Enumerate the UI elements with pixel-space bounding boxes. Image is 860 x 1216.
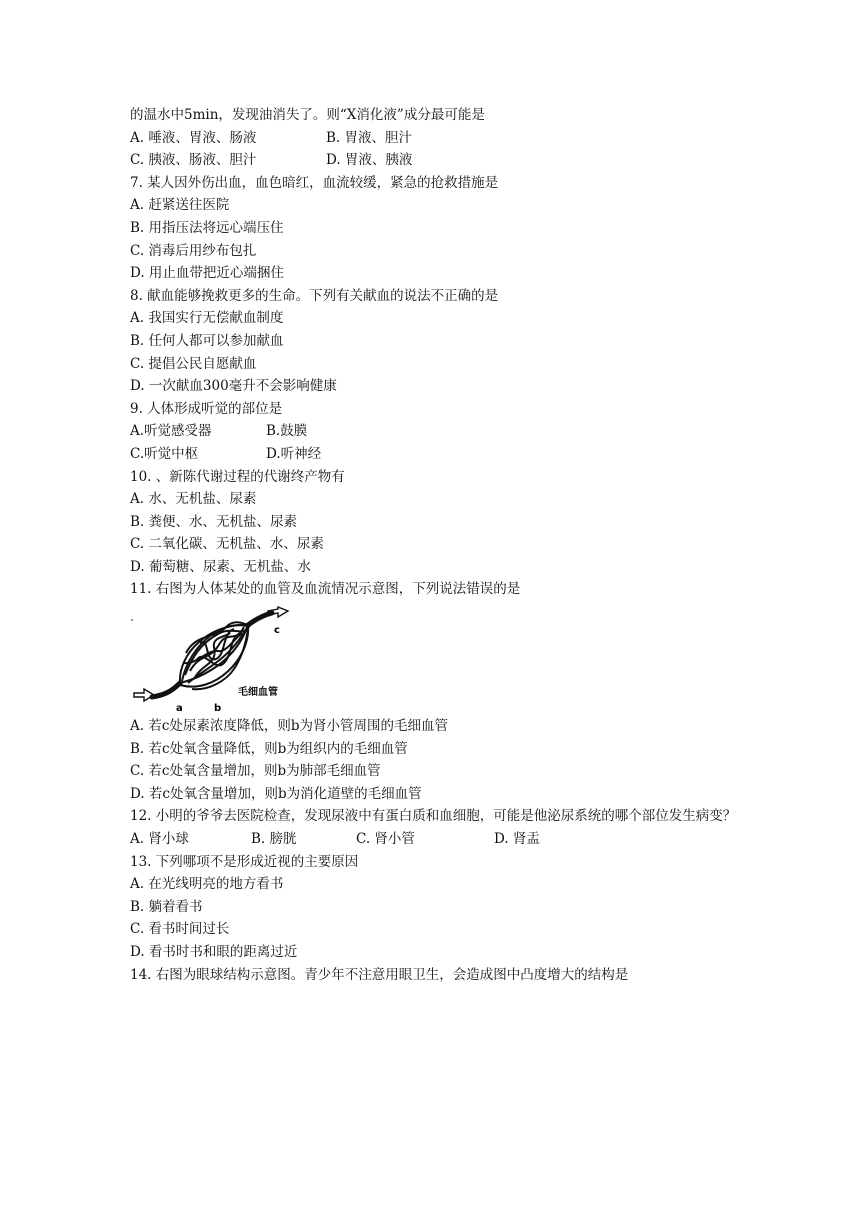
q11-option-d: D. 若c处氧含量增加，则b为消化道壁的毛细血管 bbox=[130, 785, 422, 802]
q11-option-a: A. 若c处尿素浓度降低，则b为肾小管周围的毛细血管 bbox=[130, 718, 449, 735]
q10-option-d: D. 葡萄糖、尿素、无机盐、水 bbox=[130, 558, 311, 575]
figure-caption: 毛细血管 bbox=[238, 687, 278, 699]
q10-stem: 10. 、新陈代谢过程的代谢终产物有 bbox=[130, 468, 345, 485]
label-b: b bbox=[214, 703, 222, 715]
q13-stem: 13. 下列哪项不是形成近视的主要原因 bbox=[130, 853, 359, 870]
q12-stem: 12. 小明的爷爷去医院检查，发现尿液中有蛋白质和血细胞，可能是他泌尿系统的哪个部位发生病变？ bbox=[130, 808, 737, 825]
q10-option-b: B. 粪便、水、无机盐、尿素 bbox=[130, 513, 298, 530]
q11-option-b: B. 若c处氧含量降低，则b为组织内的毛细血管 bbox=[130, 740, 408, 757]
q11-option-c: C. 若c处氧含量增加，则b为肺部毛细血管 bbox=[130, 763, 381, 780]
q9-options-row2 bbox=[130, 443, 750, 466]
q7-option-d: D. 用止血带把近心端捆住 bbox=[130, 265, 284, 282]
q13-option-a: A. 在光线明亮的地方看书 bbox=[130, 876, 284, 893]
q9-stem: 9. 人体形成听觉的部位是 bbox=[130, 400, 283, 417]
q8-stem: 8. 献血能够挽救更多的生命。下列有关献血的说法不正确的是 bbox=[130, 287, 499, 304]
q9-option-c: C.听觉中枢 bbox=[130, 445, 199, 462]
q10-option-a: A. 水、无机盐、尿素 bbox=[130, 491, 257, 508]
q10-option-c: C. 二氧化碳、无机盐、水、尿素 bbox=[130, 536, 324, 553]
label-c: c bbox=[274, 625, 280, 637]
q8-option-a: A. 我国实行无偿献血制度 bbox=[130, 310, 284, 327]
q12-option-d: D. 肾盂 bbox=[494, 831, 540, 848]
intro-line: 的温水中5min，发现油消失了。则“X消化液”成分最可能是 bbox=[130, 107, 485, 123]
document-page bbox=[130, 104, 750, 986]
q11-stem: 11. 右图为人体某处的血管及血流情况示意图，下列说法错误的是 bbox=[130, 581, 521, 598]
q6-option-b: B. 胃液、胆汁 bbox=[326, 129, 413, 146]
q12-option-b: B. 膀胱 bbox=[251, 831, 297, 848]
q9-option-d: D.听神经 bbox=[266, 445, 322, 462]
q7-option-a: A. 赶紧送往医院 bbox=[130, 197, 230, 214]
q13-option-c: C. 看书时间过长 bbox=[130, 921, 230, 938]
q6-option-a: A. 唾液、胃液、肠液 bbox=[130, 129, 257, 146]
q12-option-c: C. 肾小管 bbox=[356, 831, 415, 848]
q12-options-row bbox=[130, 828, 750, 851]
capillary-figure bbox=[130, 603, 750, 715]
q7-stem: 7. 某人因外伤出血，血色暗红，血流较缓，紧急的抢救措施是 bbox=[130, 174, 499, 191]
label-a: a bbox=[176, 703, 183, 715]
q14-stem: 14. 右图为眼球结构示意图。青少年不注意用眼卫生，会造成图中凸度增大的结构是 bbox=[130, 966, 629, 983]
q6-option-c: C. 胰液、肠液、胆汁 bbox=[130, 152, 257, 169]
q8-option-c: C. 提倡公民自愿献血 bbox=[130, 355, 257, 372]
q8-option-b: B. 任何人都可以参加献血 bbox=[130, 332, 284, 349]
q12-option-a: A. 肾小球 bbox=[130, 831, 189, 848]
q9-options-row1 bbox=[130, 420, 750, 443]
q9-option-b: B.鼓膜 bbox=[266, 423, 308, 440]
capillary-network bbox=[180, 622, 250, 689]
q8-option-d: D. 一次献血300毫升不会影响健康 bbox=[130, 378, 337, 395]
q13-option-d: D. 看书时书和眼的距离过近 bbox=[130, 944, 298, 960]
capillary-diagram bbox=[130, 603, 290, 715]
q6-option-d: D. 胃液、胰液 bbox=[326, 152, 413, 169]
q9-option-a: A.听觉感受器 bbox=[130, 423, 212, 440]
q13-option-b: B. 躺着看书 bbox=[130, 898, 203, 915]
q6-options-row1 bbox=[130, 127, 750, 150]
q7-option-b: B. 用指压法将远心端压住 bbox=[130, 219, 284, 236]
q6-options-row2 bbox=[130, 149, 750, 172]
q7-option-c: C. 消毒后用纱布包扎 bbox=[130, 242, 257, 259]
